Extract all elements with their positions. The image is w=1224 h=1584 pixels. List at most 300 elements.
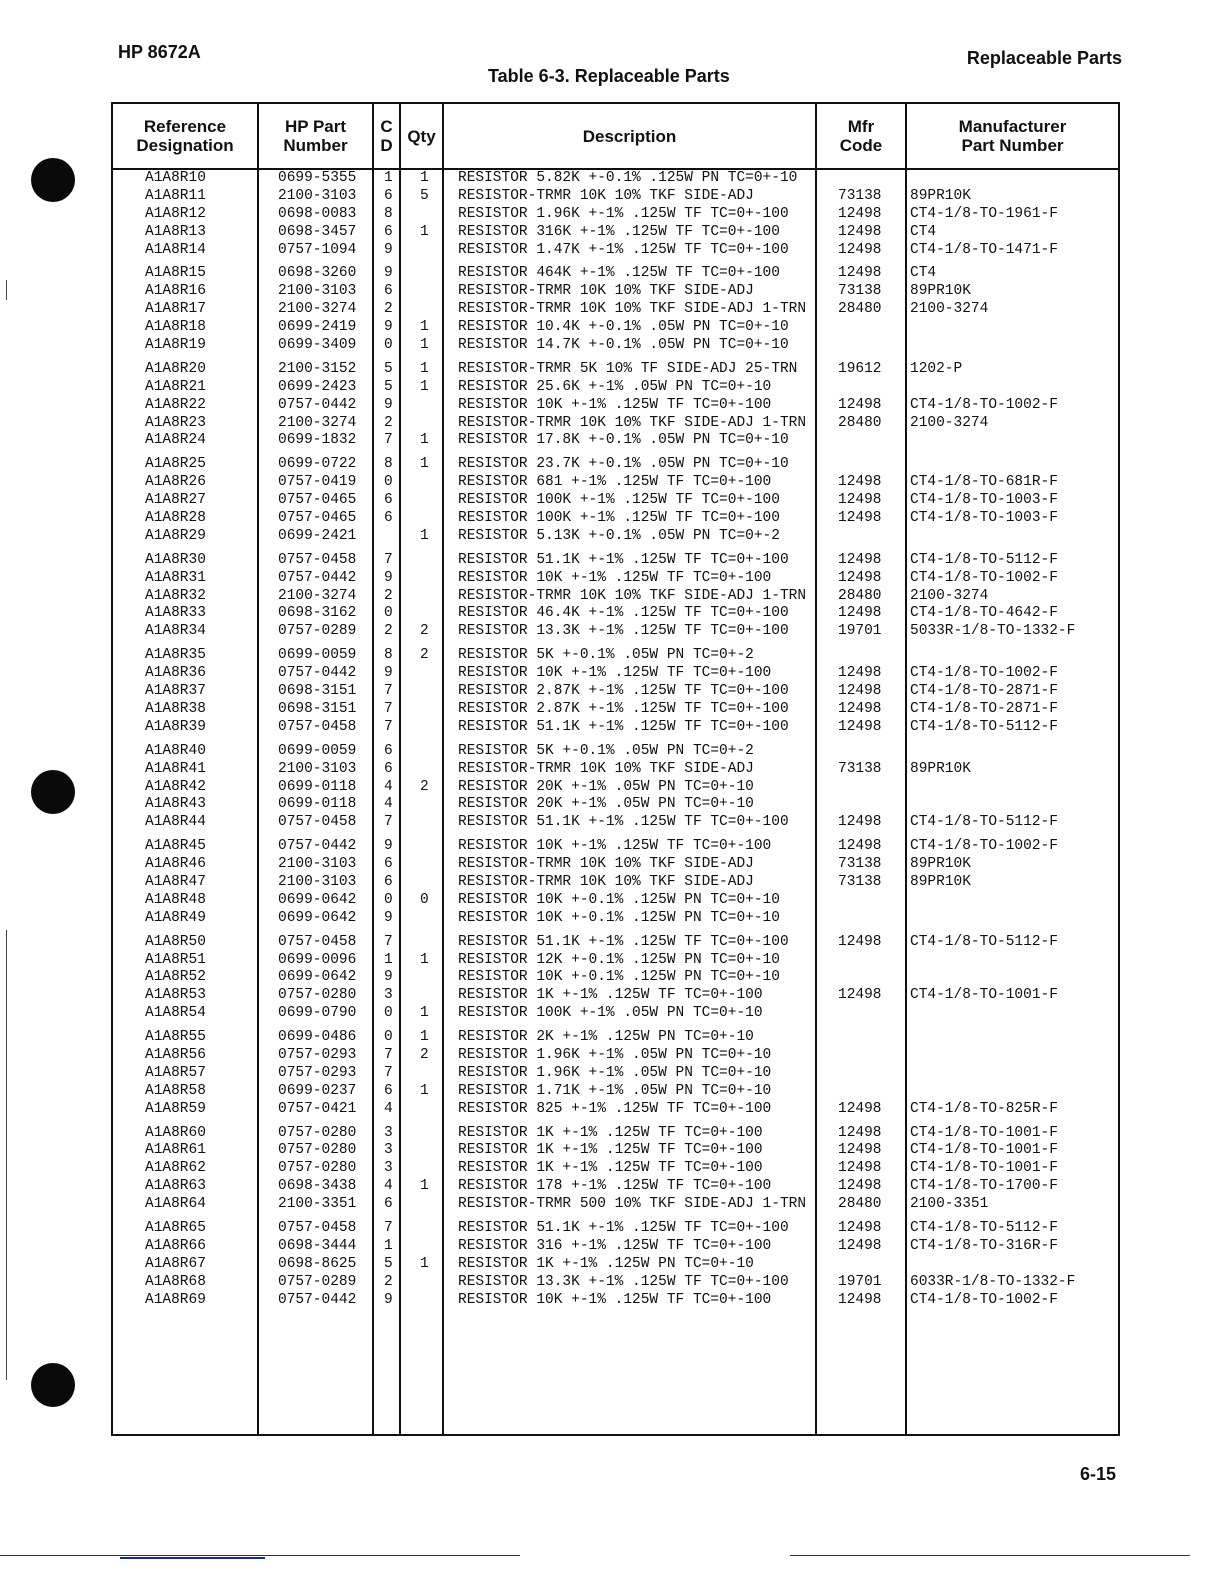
table-row xyxy=(0,1125,1224,1143)
cell-reference-designation: A1A8R23 xyxy=(145,414,206,431)
cell-description: RESISTOR 100K +-1% .125W TF TC=0+-100 xyxy=(458,510,780,527)
table-row xyxy=(0,1196,1224,1214)
cell-reference-designation: A1A8R54 xyxy=(145,1005,206,1022)
table-title: Table 6-3. Replaceable Parts xyxy=(488,66,730,86)
cell-description: RESISTOR 46.4K +-1% .125W TF TC=0+-100 xyxy=(458,605,789,622)
cell-hp-part-number: 0757-0293 xyxy=(278,1046,357,1063)
cell-mfr-code: 28480 xyxy=(838,414,882,431)
cell-description: RESISTOR 2.87K +-1% .125W TF TC=0+-100 xyxy=(458,683,789,700)
cell-hp-part-number: 0757-0289 xyxy=(278,1273,357,1290)
cell-manufacturer-part-number: CT4-1/8-TO-681R-F xyxy=(910,474,1058,491)
cell-reference-designation: A1A8R30 xyxy=(145,551,206,568)
cell-check-digit: 1 xyxy=(384,951,393,968)
cell-reference-designation: A1A8R28 xyxy=(145,510,206,527)
table-row xyxy=(0,969,1224,987)
cell-hp-part-number: 0757-1094 xyxy=(278,241,357,258)
cell-description: RESISTOR-TRMR 10K 10% TKF SIDE-ADJ xyxy=(458,760,754,777)
cell-hp-part-number: 0699-0118 xyxy=(278,778,357,795)
cell-reference-designation: A1A8R59 xyxy=(145,1100,206,1117)
table-row xyxy=(0,319,1224,337)
cell-manufacturer-part-number: CT4-1/8-TO-1001-F xyxy=(910,987,1058,1004)
cell-reference-designation: A1A8R47 xyxy=(145,873,206,890)
row-group xyxy=(0,838,1224,927)
cell-reference-designation: A1A8R15 xyxy=(145,265,206,282)
table-row xyxy=(0,1160,1224,1178)
table-row xyxy=(0,892,1224,910)
cell-hp-part-number: 2100-3274 xyxy=(278,587,357,604)
cell-manufacturer-part-number: CT4-1/8-TO-4642-F xyxy=(910,605,1058,622)
cell-reference-designation: A1A8R18 xyxy=(145,319,206,336)
cell-hp-part-number: 2100-3103 xyxy=(278,856,357,873)
cell-check-digit: 7 xyxy=(384,700,393,717)
cell-check-digit: 1 xyxy=(384,170,393,186)
cell-hp-part-number: 0698-3260 xyxy=(278,265,357,282)
cell-description: RESISTOR 10K +-1% .125W TF TC=0+-100 xyxy=(458,665,772,682)
cell-manufacturer-part-number: CT4-1/8-TO-5112-F xyxy=(910,718,1058,735)
table-row xyxy=(0,856,1224,874)
cell-manufacturer-part-number: CT4-1/8-TO-5112-F xyxy=(910,1219,1058,1236)
cell-manufacturer-part-number: CT4-1/8-TO-1700-F xyxy=(910,1178,1058,1195)
cell-hp-part-number: 0757-0442 xyxy=(278,665,357,682)
cell-reference-designation: A1A8R35 xyxy=(145,647,206,664)
table-row xyxy=(0,474,1224,492)
cell-quantity: 1 xyxy=(420,170,429,186)
cell-hp-part-number: 0757-0280 xyxy=(278,1124,357,1141)
row-group xyxy=(0,170,1224,259)
cell-mfr-code: 19701 xyxy=(838,623,882,640)
cell-quantity: 2 xyxy=(420,623,429,640)
table-row xyxy=(0,1029,1224,1047)
table-row xyxy=(0,647,1224,665)
cell-check-digit: 0 xyxy=(384,605,393,622)
cell-quantity: 1 xyxy=(420,319,429,336)
cell-reference-designation: A1A8R33 xyxy=(145,605,206,622)
cell-description: RESISTOR 25.6K +-1% .05W PN TC=0+-10 xyxy=(458,378,772,395)
table-row xyxy=(0,1142,1224,1160)
table-row xyxy=(0,1065,1224,1083)
cell-description: RESISTOR 5.82K +-0.1% .125W PN TC=0+-10 xyxy=(458,170,798,186)
cell-hp-part-number: 0757-0280 xyxy=(278,1160,357,1177)
cell-check-digit: 8 xyxy=(384,456,393,473)
cell-manufacturer-part-number: 89PR10K xyxy=(910,873,971,890)
cell-hp-part-number: 0699-0642 xyxy=(278,909,357,926)
cell-reference-designation: A1A8R27 xyxy=(145,492,206,509)
table-row xyxy=(0,1238,1224,1256)
row-group xyxy=(0,934,1224,1023)
cell-description: RESISTOR 1K +-1% .125W TF TC=0+-100 xyxy=(458,1160,763,1177)
table-row xyxy=(0,605,1224,623)
cell-reference-designation: A1A8R60 xyxy=(145,1124,206,1141)
table-row xyxy=(0,910,1224,928)
cell-reference-designation: A1A8R64 xyxy=(145,1196,206,1213)
row-group xyxy=(0,361,1224,450)
cell-description: RESISTOR 100K +-1% .125W TF TC=0+-100 xyxy=(458,492,780,509)
cell-hp-part-number: 0757-0442 xyxy=(278,396,357,413)
cell-quantity: 1 xyxy=(420,1029,429,1046)
row-group xyxy=(0,743,1224,832)
cell-reference-designation: A1A8R21 xyxy=(145,378,206,395)
row-group xyxy=(0,1220,1224,1309)
cell-mfr-code: 73138 xyxy=(838,283,882,300)
parts-table-body xyxy=(0,170,1224,1315)
cell-check-digit: 7 xyxy=(384,1064,393,1081)
cell-check-digit: 4 xyxy=(384,1178,393,1195)
cell-hp-part-number: 0699-0642 xyxy=(278,969,357,986)
cell-reference-designation: A1A8R16 xyxy=(145,283,206,300)
cell-hp-part-number: 0757-0465 xyxy=(278,492,357,509)
cell-description: RESISTOR 1.47K +-1% .125W TF TC=0+-100 xyxy=(458,241,789,258)
cell-mfr-code: 73138 xyxy=(838,187,882,204)
cell-reference-designation: A1A8R31 xyxy=(145,569,206,586)
cell-mfr-code: 73138 xyxy=(838,873,882,890)
table-row xyxy=(0,814,1224,832)
table-row xyxy=(0,623,1224,641)
cell-check-digit: 7 xyxy=(384,1219,393,1236)
cell-check-digit: 6 xyxy=(384,742,393,759)
cell-check-digit: 5 xyxy=(384,378,393,395)
cell-check-digit: 6 xyxy=(384,223,393,240)
cell-reference-designation: A1A8R50 xyxy=(145,933,206,950)
cell-description: RESISTOR 10K +-1% .125W TF TC=0+-100 xyxy=(458,838,772,855)
cell-mfr-code: 12498 xyxy=(838,700,882,717)
cell-manufacturer-part-number: CT4-1/8-TO-316R-F xyxy=(910,1237,1058,1254)
cell-description: RESISTOR-TRMR 10K 10% TKF SIDE-ADJ xyxy=(458,283,754,300)
row-group xyxy=(0,647,1224,736)
cell-hp-part-number: 0757-0458 xyxy=(278,718,357,735)
cell-check-digit: 2 xyxy=(384,414,393,431)
cell-check-digit: 9 xyxy=(384,838,393,855)
cell-mfr-code: 28480 xyxy=(838,587,882,604)
page-number: 6-15 xyxy=(1079,1464,1116,1484)
cell-quantity: 2 xyxy=(420,647,429,664)
cell-description: RESISTOR 464K +-1% .125W TF TC=0+-100 xyxy=(458,265,780,282)
footer-rule xyxy=(0,1555,520,1556)
cell-reference-designation: A1A8R11 xyxy=(145,187,206,204)
table-row xyxy=(0,552,1224,570)
table-row xyxy=(0,761,1224,779)
cell-reference-designation: A1A8R41 xyxy=(145,760,206,777)
cell-mfr-code: 12498 xyxy=(838,205,882,222)
cell-hp-part-number: 0699-0237 xyxy=(278,1082,357,1099)
cell-check-digit: 6 xyxy=(384,510,393,527)
cell-description: RESISTOR 23.7K +-0.1% .05W PN TC=0+-10 xyxy=(458,456,789,473)
cell-hp-part-number: 0757-0289 xyxy=(278,623,357,640)
cell-mfr-code: 73138 xyxy=(838,760,882,777)
cell-hp-part-number: 0757-0421 xyxy=(278,1100,357,1117)
cell-manufacturer-part-number: CT4-1/8-TO-1471-F xyxy=(910,241,1058,258)
cell-check-digit: 5 xyxy=(384,360,393,377)
cell-check-digit: 7 xyxy=(384,432,393,449)
cell-reference-designation: A1A8R49 xyxy=(145,909,206,926)
cell-reference-designation: A1A8R26 xyxy=(145,474,206,491)
cell-hp-part-number: 0699-1832 xyxy=(278,432,357,449)
table-row xyxy=(0,570,1224,588)
cell-manufacturer-part-number: 2100-3274 xyxy=(910,587,989,604)
table-row xyxy=(0,415,1224,433)
cell-hp-part-number: 0757-0458 xyxy=(278,933,357,950)
cell-check-digit: 7 xyxy=(384,551,393,568)
cell-description: RESISTOR 316K +-1% .125W TF TC=0+-100 xyxy=(458,223,780,240)
cell-check-digit: 0 xyxy=(384,891,393,908)
table-row xyxy=(0,242,1224,260)
cell-manufacturer-part-number: 1202-P xyxy=(910,360,963,377)
cell-reference-designation: A1A8R10 xyxy=(145,170,206,186)
cell-mfr-code: 12498 xyxy=(838,665,882,682)
cell-reference-designation: A1A8R37 xyxy=(145,683,206,700)
cell-mfr-code: 12498 xyxy=(838,814,882,831)
cell-check-digit: 6 xyxy=(384,187,393,204)
cell-check-digit: 7 xyxy=(384,1046,393,1063)
table-row xyxy=(0,683,1224,701)
cell-mfr-code: 28480 xyxy=(838,1196,882,1213)
cell-hp-part-number: 0699-0059 xyxy=(278,742,357,759)
cell-description: RESISTOR 13.3K +-1% .125W TF TC=0+-100 xyxy=(458,1273,789,1290)
table-row xyxy=(0,588,1224,606)
cell-quantity: 1 xyxy=(420,432,429,449)
cell-hp-part-number: 0698-0083 xyxy=(278,205,357,222)
cell-check-digit: 3 xyxy=(384,1142,393,1159)
header-reference-designation: Reference Designation xyxy=(136,117,234,155)
cell-reference-designation: A1A8R40 xyxy=(145,742,206,759)
cell-reference-designation: A1A8R13 xyxy=(145,223,206,240)
cell-check-digit: 6 xyxy=(384,760,393,777)
cell-manufacturer-part-number: 89PR10K xyxy=(910,187,971,204)
cell-description: RESISTOR 1K +-1% .125W TF TC=0+-100 xyxy=(458,1142,763,1159)
cell-hp-part-number: 0698-3457 xyxy=(278,223,357,240)
cell-manufacturer-part-number: 89PR10K xyxy=(910,283,971,300)
row-group xyxy=(0,1029,1224,1118)
cell-description: RESISTOR 10K +-0.1% .125W PN TC=0+-10 xyxy=(458,909,780,926)
cell-hp-part-number: 0699-2423 xyxy=(278,378,357,395)
table-row xyxy=(0,838,1224,856)
cell-reference-designation: A1A8R44 xyxy=(145,814,206,831)
cell-quantity: 1 xyxy=(420,1255,429,1272)
cell-mfr-code: 12498 xyxy=(838,241,882,258)
cell-check-digit: 9 xyxy=(384,909,393,926)
cell-mfr-code: 12498 xyxy=(838,551,882,568)
cell-description: RESISTOR 316 +-1% .125W TF TC=0+-100 xyxy=(458,1237,772,1254)
cell-reference-designation: A1A8R36 xyxy=(145,665,206,682)
cell-check-digit: 6 xyxy=(384,492,393,509)
cell-hp-part-number: 0757-0458 xyxy=(278,551,357,568)
cell-manufacturer-part-number: 89PR10K xyxy=(910,856,971,873)
cell-reference-designation: A1A8R25 xyxy=(145,456,206,473)
row-group xyxy=(0,1125,1224,1214)
cell-quantity: 1 xyxy=(420,951,429,968)
cell-check-digit: 1 xyxy=(384,1237,393,1254)
table-row xyxy=(0,188,1224,206)
cell-description: RESISTOR 51.1K +-1% .125W TF TC=0+-100 xyxy=(458,1219,789,1236)
cell-quantity: 1 xyxy=(420,1005,429,1022)
table-row xyxy=(0,206,1224,224)
cell-description: RESISTOR 10K +-0.1% .125W PN TC=0+-10 xyxy=(458,969,780,986)
cell-reference-designation: A1A8R19 xyxy=(145,337,206,354)
cell-mfr-code: 12498 xyxy=(838,1142,882,1159)
cell-manufacturer-part-number: CT4-1/8-TO-1003-F xyxy=(910,492,1058,509)
table-row xyxy=(0,1083,1224,1101)
cell-hp-part-number: 0757-0280 xyxy=(278,987,357,1004)
header-hp-part-number: HP Part Number xyxy=(283,117,348,155)
cell-check-digit: 6 xyxy=(384,1196,393,1213)
cell-description: RESISTOR 5K +-0.1% .05W PN TC=0+-2 xyxy=(458,742,754,759)
row-group xyxy=(0,456,1224,545)
cell-hp-part-number: 0699-2421 xyxy=(278,527,357,544)
cell-description: RESISTOR 100K +-1% .05W PN TC=0+-10 xyxy=(458,1005,763,1022)
cell-hp-part-number: 0757-0293 xyxy=(278,1064,357,1081)
cell-reference-designation: A1A8R48 xyxy=(145,891,206,908)
cell-quantity: 1 xyxy=(420,1082,429,1099)
cell-check-digit: 6 xyxy=(384,873,393,890)
cell-mfr-code: 12498 xyxy=(838,683,882,700)
cell-check-digit: 4 xyxy=(384,1100,393,1117)
cell-reference-designation: A1A8R62 xyxy=(145,1160,206,1177)
cell-check-digit: 6 xyxy=(384,283,393,300)
cell-reference-designation: A1A8R20 xyxy=(145,360,206,377)
cell-description: RESISTOR-TRMR 10K 10% TKF SIDE-ADJ 1-TRN xyxy=(458,587,807,604)
cell-description: RESISTOR-TRMR 10K 10% TKF SIDE-ADJ xyxy=(458,873,754,890)
cell-description: RESISTOR 5.13K +-0.1% .05W PN TC=0+-2 xyxy=(458,527,780,544)
cell-reference-designation: A1A8R45 xyxy=(145,838,206,855)
cell-reference-designation: A1A8R58 xyxy=(145,1082,206,1099)
cell-check-digit: 6 xyxy=(384,856,393,873)
cell-check-digit: 7 xyxy=(384,814,393,831)
cell-hp-part-number: 0757-0458 xyxy=(278,1219,357,1236)
cell-hp-part-number: 2100-3103 xyxy=(278,873,357,890)
cell-mfr-code: 12498 xyxy=(838,492,882,509)
cell-hp-part-number: 0698-3151 xyxy=(278,700,357,717)
cell-mfr-code: 12498 xyxy=(838,718,882,735)
cell-hp-part-number: 2100-3351 xyxy=(278,1196,357,1213)
cell-manufacturer-part-number: 89PR10K xyxy=(910,760,971,777)
cell-description: RESISTOR 10K +-0.1% .125W PN TC=0+-10 xyxy=(458,891,780,908)
cell-check-digit: 9 xyxy=(384,396,393,413)
cell-reference-designation: A1A8R55 xyxy=(145,1029,206,1046)
cell-manufacturer-part-number: 2100-3351 xyxy=(910,1196,989,1213)
table-row xyxy=(0,492,1224,510)
table-row xyxy=(0,265,1224,283)
cell-quantity: 2 xyxy=(420,778,429,795)
header-manufacturer-part-number: Manufacturer Part Number xyxy=(958,117,1067,155)
cell-quantity: 1 xyxy=(420,360,429,377)
cell-check-digit: 9 xyxy=(384,569,393,586)
cell-hp-part-number: 0757-0419 xyxy=(278,474,357,491)
cell-mfr-code: 12498 xyxy=(838,569,882,586)
table-row xyxy=(0,432,1224,450)
cell-mfr-code: 12498 xyxy=(838,1124,882,1141)
cell-quantity: 5 xyxy=(420,187,429,204)
cell-manufacturer-part-number: CT4-1/8-TO-1003-F xyxy=(910,510,1058,527)
cell-mfr-code: 12498 xyxy=(838,987,882,1004)
cell-check-digit: 3 xyxy=(384,1124,393,1141)
cell-mfr-code: 12498 xyxy=(838,933,882,950)
cell-hp-part-number: 0699-3409 xyxy=(278,337,357,354)
table-row xyxy=(0,934,1224,952)
cell-reference-designation: A1A8R12 xyxy=(145,205,206,222)
cell-reference-designation: A1A8R22 xyxy=(145,396,206,413)
table-row xyxy=(0,874,1224,892)
cell-description: RESISTOR 20K +-1% .05W PN TC=0+-10 xyxy=(458,778,754,795)
cell-hp-part-number: 0699-0059 xyxy=(278,647,357,664)
cell-check-digit: 9 xyxy=(384,1291,393,1308)
cell-description: RESISTOR-TRMR 10K 10% TKF SIDE-ADJ 1-TRN xyxy=(458,301,807,318)
cell-quantity: 1 xyxy=(420,223,429,240)
cell-hp-part-number: 0757-0458 xyxy=(278,814,357,831)
cell-check-digit: 2 xyxy=(384,587,393,604)
cell-check-digit: 9 xyxy=(384,241,393,258)
header-cd: C D xyxy=(380,117,393,155)
header-qty: Qty xyxy=(407,126,436,146)
table-row xyxy=(0,397,1224,415)
cell-description: RESISTOR 12K +-0.1% .125W PN TC=0+-10 xyxy=(458,951,780,968)
cell-mfr-code: 12498 xyxy=(838,1178,882,1195)
cell-quantity: 0 xyxy=(420,891,429,908)
cell-manufacturer-part-number: CT4-1/8-TO-825R-F xyxy=(910,1100,1058,1117)
cell-reference-designation: A1A8R46 xyxy=(145,856,206,873)
cell-description: RESISTOR 681 +-1% .125W TF TC=0+-100 xyxy=(458,474,772,491)
table-row xyxy=(0,224,1224,242)
header-mfr-code: Mfr Code xyxy=(839,117,883,155)
table-row xyxy=(0,170,1224,188)
table-row xyxy=(0,952,1224,970)
cell-reference-designation: A1A8R34 xyxy=(145,623,206,640)
table-row xyxy=(0,779,1224,797)
table-row xyxy=(0,528,1224,546)
cell-description: RESISTOR 5K +-0.1% .05W PN TC=0+-2 xyxy=(458,647,754,664)
table-row xyxy=(0,1256,1224,1274)
cell-description: RESISTOR-TRMR 10K 10% TKF SIDE-ADJ xyxy=(458,187,754,204)
cell-description: RESISTOR 2K +-1% .125W PN TC=0+-10 xyxy=(458,1029,754,1046)
cell-manufacturer-part-number: CT4-1/8-TO-1002-F xyxy=(910,838,1058,855)
cell-description: RESISTOR 825 +-1% .125W TF TC=0+-100 xyxy=(458,1100,772,1117)
cell-description: RESISTOR-TRMR 10K 10% TKF SIDE-ADJ xyxy=(458,856,754,873)
cell-reference-designation: A1A8R39 xyxy=(145,718,206,735)
cell-check-digit: 7 xyxy=(384,683,393,700)
cell-reference-designation: A1A8R61 xyxy=(145,1142,206,1159)
cell-hp-part-number: 0698-3444 xyxy=(278,1237,357,1254)
cell-manufacturer-part-number: CT4-1/8-TO-5112-F xyxy=(910,933,1058,950)
cell-mfr-code: 12498 xyxy=(838,265,882,282)
cell-manufacturer-part-number: CT4-1/8-TO-1001-F xyxy=(910,1160,1058,1177)
cell-check-digit: 2 xyxy=(384,1273,393,1290)
row-group xyxy=(0,265,1224,354)
cell-description: RESISTOR 13.3K +-1% .125W TF TC=0+-100 xyxy=(458,623,789,640)
cell-check-digit: 8 xyxy=(384,647,393,664)
cell-check-digit: 9 xyxy=(384,265,393,282)
cell-mfr-code: 12498 xyxy=(838,1291,882,1308)
cell-description: RESISTOR 14.7K +-0.1% .05W PN TC=0+-10 xyxy=(458,337,789,354)
cell-reference-designation: A1A8R66 xyxy=(145,1237,206,1254)
cell-manufacturer-part-number: CT4-1/8-TO-1961-F xyxy=(910,205,1058,222)
cell-check-digit: 3 xyxy=(384,1160,393,1177)
table-row xyxy=(0,701,1224,719)
cell-mfr-code: 73138 xyxy=(838,856,882,873)
manual-model: HP 8672A xyxy=(118,42,201,62)
cell-description: RESISTOR 20K +-1% .05W PN TC=0+-10 xyxy=(458,796,754,813)
cell-reference-designation: A1A8R52 xyxy=(145,969,206,986)
cell-description: RESISTOR 1.71K +-1% .05W PN TC=0+-10 xyxy=(458,1082,772,1099)
cell-hp-part-number: 0698-8625 xyxy=(278,1255,357,1272)
cell-check-digit: 3 xyxy=(384,987,393,1004)
section-title: Replaceable Parts xyxy=(966,48,1122,68)
cell-quantity: 1 xyxy=(420,1178,429,1195)
table-row xyxy=(0,379,1224,397)
cell-hp-part-number: 2100-3103 xyxy=(278,760,357,777)
cell-manufacturer-part-number: CT4-1/8-TO-1002-F xyxy=(910,569,1058,586)
cell-mfr-code: 12498 xyxy=(838,474,882,491)
punch-hole-bottom xyxy=(31,1363,75,1407)
table-row xyxy=(0,301,1224,319)
table-row xyxy=(0,337,1224,355)
